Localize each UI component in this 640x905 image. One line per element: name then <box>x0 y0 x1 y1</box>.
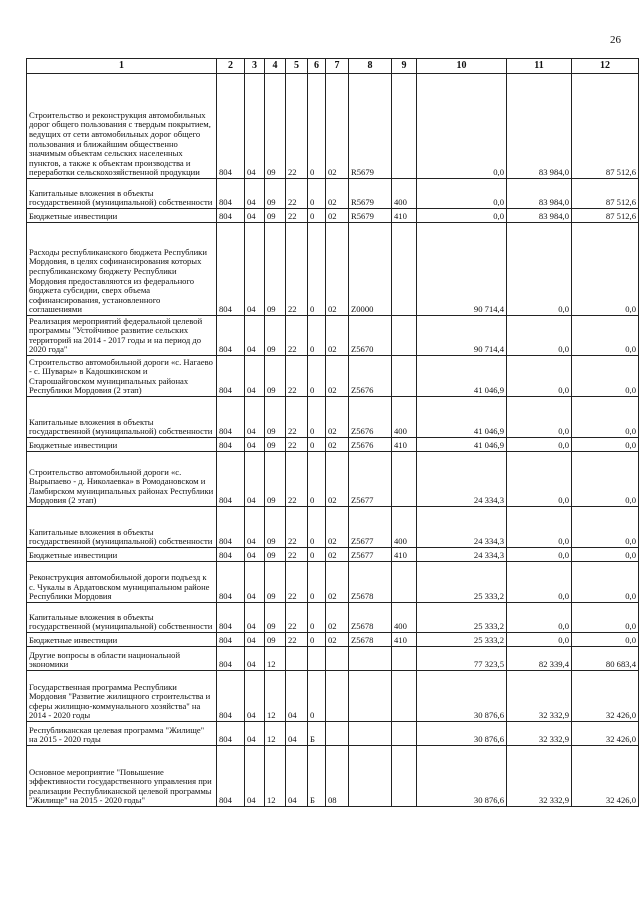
column-header-4: 4 <box>265 59 286 74</box>
row-value-cell-11: 82 339,4 <box>507 647 572 671</box>
column-header-2: 2 <box>217 59 245 74</box>
row-name-cell: Бюджетные инвестиции <box>27 548 217 562</box>
row-value-cell-7 <box>326 722 349 746</box>
row-value-cell-5: 04 <box>286 671 308 722</box>
row-value-cell-3: 04 <box>245 74 265 179</box>
row-value-cell-5: 22 <box>286 397 308 438</box>
row-value-cell-4: 09 <box>265 438 286 452</box>
column-header-7: 7 <box>326 59 349 74</box>
row-value-cell-2: 804 <box>217 397 245 438</box>
row-name-cell: Реализация мероприятий федеральной целевой программы "Устойчивое развитие сельских территорий на 2014 - 2017 годы и на период до 2020 года" <box>27 316 217 356</box>
row-value-cell-5: 22 <box>286 438 308 452</box>
row-value-cell-11: 0,0 <box>507 562 572 603</box>
row-value-cell-6: 0 <box>308 452 326 507</box>
row-value-cell-11: 0,0 <box>507 397 572 438</box>
row-value-cell-3: 04 <box>245 746 265 807</box>
row-value-cell-5: 04 <box>286 722 308 746</box>
row-value-cell-4: 12 <box>265 746 286 807</box>
row-value-cell-10: 0,0 <box>417 179 507 209</box>
table-row <box>27 746 639 807</box>
row-value-cell-2: 804 <box>217 722 245 746</box>
row-value-cell-11: 32 332,9 <box>507 722 572 746</box>
row-value-cell-6: 0 <box>308 603 326 633</box>
table-row <box>27 179 639 209</box>
row-value-cell-10: 25 333,2 <box>417 562 507 603</box>
row-value-cell-5: 22 <box>286 633 308 647</box>
row-value-cell-7: 02 <box>326 223 349 316</box>
table-row <box>27 223 639 316</box>
row-value-cell-7 <box>326 671 349 722</box>
row-value-cell-6: 0 <box>308 179 326 209</box>
row-value-cell-6 <box>308 647 326 671</box>
row-value-cell-7: 02 <box>326 603 349 633</box>
row-value-cell-5: 22 <box>286 507 308 548</box>
row-name-cell: Реконструкция автомобильной дороги подъезд к с. Чукалы в Ардатовском муниципальном районе Республики Мордовия <box>27 562 217 603</box>
row-value-cell-9 <box>392 722 417 746</box>
row-value-cell-2: 804 <box>217 603 245 633</box>
row-value-cell-2: 804 <box>217 209 245 223</box>
row-value-cell-9 <box>392 562 417 603</box>
row-name-cell: Другие вопросы в области национальной экономики <box>27 647 217 671</box>
row-value-cell-2: 804 <box>217 548 245 562</box>
column-header-11: 11 <box>507 59 572 74</box>
row-value-cell-6: 0 <box>308 562 326 603</box>
row-value-cell-8: Z5677 <box>349 548 392 562</box>
row-value-cell-6: 0 <box>308 74 326 179</box>
row-value-cell-5: 22 <box>286 223 308 316</box>
row-value-cell-11: 0,0 <box>507 223 572 316</box>
row-value-cell-8: Z5676 <box>349 438 392 452</box>
row-value-cell-3: 04 <box>245 452 265 507</box>
row-value-cell-9 <box>392 746 417 807</box>
row-value-cell-8 <box>349 671 392 722</box>
row-value-cell-12: 0,0 <box>572 356 639 397</box>
row-value-cell-4: 12 <box>265 647 286 671</box>
row-value-cell-4: 12 <box>265 671 286 722</box>
column-header-12: 12 <box>572 59 639 74</box>
row-value-cell-3: 04 <box>245 438 265 452</box>
row-value-cell-12: 0,0 <box>572 633 639 647</box>
table-row <box>27 548 639 562</box>
row-value-cell-3: 04 <box>245 562 265 603</box>
row-name-cell: Строительство и реконструкция автомобильных дорог общего пользования с твердым покрытием, ведущих от сети автомобильных дорог общего пользования и ближайшим общественно значимым объектам сельских населенных пунктов, а также к объектам производства и переработки сельскохозяйственной продукции <box>27 74 217 179</box>
row-value-cell-10: 41 046,9 <box>417 397 507 438</box>
row-value-cell-11: 83 984,0 <box>507 179 572 209</box>
row-value-cell-3: 04 <box>245 316 265 356</box>
table-header-row <box>27 59 639 74</box>
row-value-cell-5: 22 <box>286 452 308 507</box>
row-value-cell-4: 09 <box>265 74 286 179</box>
row-value-cell-7: 02 <box>326 356 349 397</box>
row-value-cell-4: 09 <box>265 452 286 507</box>
row-name-cell: Основное мероприятие "Повышение эффективности государственного управления при реализации Республиканской целевой программы "Жилище" на 2015 - 2020 годы" <box>27 746 217 807</box>
row-value-cell-11: 0,0 <box>507 603 572 633</box>
row-value-cell-10: 90 714,4 <box>417 223 507 316</box>
column-header-9: 9 <box>392 59 417 74</box>
row-value-cell-7: 02 <box>326 209 349 223</box>
row-value-cell-5: 22 <box>286 356 308 397</box>
row-value-cell-6: 0 <box>308 671 326 722</box>
row-value-cell-11: 0,0 <box>507 438 572 452</box>
row-name-cell: Расходы республиканского бюджета Республики Мордовия, в целях софинансирования которых республиканскому бюджету Республики Мордовия предоставляются из федерального бюджета субсидии, сверх объема софинансирования, установленного соглашениями <box>27 223 217 316</box>
row-name-cell: Строительство автомобильной дороги «с. Нагаево - с. Шувары» в Кадошкинском и Старошайговском муниципальных районах Республики Мордовия (2 этап) <box>27 356 217 397</box>
row-value-cell-9: 410 <box>392 209 417 223</box>
row-value-cell-8: Z0000 <box>349 223 392 316</box>
row-name-cell: Государственная программа Республики Мордовия "Развитие жилищного строительства и сферы жилищно-коммунального хозяйства" на 2014 - 2020 годы <box>27 671 217 722</box>
table-row <box>27 603 639 633</box>
row-name-cell: Республиканская целевая программа "Жилище" на 2015 - 2020 годы <box>27 722 217 746</box>
row-value-cell-7: 02 <box>326 74 349 179</box>
row-value-cell-3: 04 <box>245 507 265 548</box>
row-value-cell-10: 24 334,3 <box>417 507 507 548</box>
row-value-cell-4: 09 <box>265 633 286 647</box>
row-name-cell: Капитальные вложения в объекты государственной (муниципальной) собственности <box>27 397 217 438</box>
row-value-cell-12: 80 683,4 <box>572 647 639 671</box>
row-value-cell-7: 02 <box>326 562 349 603</box>
row-name-cell: Капитальные вложения в объекты государственной (муниципальной) собственности <box>27 179 217 209</box>
row-value-cell-3: 04 <box>245 647 265 671</box>
row-value-cell-12: 87 512,6 <box>572 209 639 223</box>
table-row <box>27 562 639 603</box>
row-value-cell-12: 0,0 <box>572 548 639 562</box>
row-value-cell-2: 804 <box>217 452 245 507</box>
row-value-cell-9: 400 <box>392 507 417 548</box>
row-value-cell-9: 410 <box>392 633 417 647</box>
row-value-cell-2: 804 <box>217 507 245 548</box>
page-number: 26 <box>610 34 621 46</box>
table-row <box>27 452 639 507</box>
row-value-cell-7: 02 <box>326 633 349 647</box>
row-value-cell-2: 804 <box>217 223 245 316</box>
row-value-cell-7: 02 <box>326 452 349 507</box>
row-value-cell-8: R5679 <box>349 74 392 179</box>
row-value-cell-10: 90 714,4 <box>417 316 507 356</box>
row-value-cell-6: 0 <box>308 356 326 397</box>
column-header-5: 5 <box>286 59 308 74</box>
table-row <box>27 722 639 746</box>
column-header-6: 6 <box>308 59 326 74</box>
row-value-cell-12: 87 512,6 <box>572 179 639 209</box>
row-value-cell-10: 0,0 <box>417 74 507 179</box>
row-value-cell-3: 04 <box>245 397 265 438</box>
row-value-cell-3: 04 <box>245 209 265 223</box>
row-value-cell-2: 804 <box>217 356 245 397</box>
row-value-cell-4: 09 <box>265 562 286 603</box>
row-value-cell-5: 22 <box>286 603 308 633</box>
row-value-cell-8: Z5676 <box>349 356 392 397</box>
row-value-cell-6: 0 <box>308 316 326 356</box>
row-value-cell-4: 09 <box>265 316 286 356</box>
row-value-cell-8: Z5678 <box>349 633 392 647</box>
row-value-cell-8: Z5678 <box>349 603 392 633</box>
row-value-cell-11: 32 332,9 <box>507 671 572 722</box>
row-value-cell-12: 0,0 <box>572 438 639 452</box>
row-value-cell-7: 02 <box>326 507 349 548</box>
row-value-cell-10: 25 333,2 <box>417 633 507 647</box>
row-value-cell-6: 0 <box>308 397 326 438</box>
table-row <box>27 74 639 179</box>
row-value-cell-9 <box>392 671 417 722</box>
row-value-cell-11: 0,0 <box>507 507 572 548</box>
row-name-cell: Бюджетные инвестиции <box>27 438 217 452</box>
row-value-cell-9: 400 <box>392 179 417 209</box>
row-value-cell-8 <box>349 647 392 671</box>
row-value-cell-10: 30 876,6 <box>417 746 507 807</box>
row-value-cell-8: Z5670 <box>349 316 392 356</box>
row-value-cell-9 <box>392 316 417 356</box>
row-value-cell-6: Б <box>308 746 326 807</box>
row-value-cell-12: 0,0 <box>572 452 639 507</box>
row-value-cell-4: 09 <box>265 179 286 209</box>
row-value-cell-2: 804 <box>217 562 245 603</box>
row-value-cell-12: 0,0 <box>572 316 639 356</box>
table-row <box>27 316 639 356</box>
row-value-cell-9 <box>392 647 417 671</box>
row-value-cell-5: 22 <box>286 209 308 223</box>
row-value-cell-2: 804 <box>217 179 245 209</box>
row-value-cell-2: 804 <box>217 633 245 647</box>
row-value-cell-4: 09 <box>265 397 286 438</box>
row-name-cell: Капитальные вложения в объекты государственной (муниципальной) собственности <box>27 507 217 548</box>
row-value-cell-12: 0,0 <box>572 603 639 633</box>
row-value-cell-4: 09 <box>265 548 286 562</box>
row-value-cell-9 <box>392 223 417 316</box>
row-value-cell-2: 804 <box>217 74 245 179</box>
row-value-cell-10: 77 323,5 <box>417 647 507 671</box>
row-value-cell-3: 04 <box>245 603 265 633</box>
row-value-cell-8: Z5678 <box>349 562 392 603</box>
row-name-cell: Бюджетные инвестиции <box>27 633 217 647</box>
column-header-3: 3 <box>245 59 265 74</box>
row-value-cell-7: 02 <box>326 179 349 209</box>
row-value-cell-6: 0 <box>308 209 326 223</box>
row-value-cell-11: 0,0 <box>507 548 572 562</box>
row-value-cell-4: 09 <box>265 209 286 223</box>
row-value-cell-4: 09 <box>265 507 286 548</box>
row-value-cell-5: 22 <box>286 316 308 356</box>
row-value-cell-8 <box>349 722 392 746</box>
row-value-cell-2: 804 <box>217 438 245 452</box>
row-value-cell-5: 22 <box>286 74 308 179</box>
row-value-cell-11: 83 984,0 <box>507 209 572 223</box>
row-value-cell-10: 0,0 <box>417 209 507 223</box>
row-value-cell-12: 0,0 <box>572 397 639 438</box>
row-value-cell-5: 22 <box>286 548 308 562</box>
row-value-cell-4: 09 <box>265 223 286 316</box>
row-value-cell-12: 32 426,0 <box>572 671 639 722</box>
row-value-cell-10: 24 334,3 <box>417 452 507 507</box>
row-value-cell-8: R5679 <box>349 179 392 209</box>
table-row <box>27 647 639 671</box>
row-value-cell-12: 0,0 <box>572 507 639 548</box>
row-value-cell-8: Z5677 <box>349 507 392 548</box>
row-value-cell-7: 02 <box>326 397 349 438</box>
row-value-cell-10: 24 334,3 <box>417 548 507 562</box>
row-value-cell-2: 804 <box>217 671 245 722</box>
row-value-cell-6: 0 <box>308 633 326 647</box>
row-value-cell-7: 02 <box>326 438 349 452</box>
row-value-cell-9 <box>392 74 417 179</box>
row-name-cell: Капитальные вложения в объекты государственной (муниципальной) собственности <box>27 603 217 633</box>
row-value-cell-8: R5679 <box>349 209 392 223</box>
row-value-cell-6: 0 <box>308 507 326 548</box>
row-value-cell-10: 41 046,9 <box>417 356 507 397</box>
row-value-cell-7 <box>326 647 349 671</box>
row-value-cell-11: 0,0 <box>507 452 572 507</box>
row-value-cell-8: Z5677 <box>349 452 392 507</box>
row-value-cell-9: 410 <box>392 438 417 452</box>
row-value-cell-6: 0 <box>308 548 326 562</box>
row-value-cell-11: 0,0 <box>507 633 572 647</box>
row-value-cell-3: 04 <box>245 548 265 562</box>
row-value-cell-11: 0,0 <box>507 316 572 356</box>
column-header-10: 10 <box>417 59 507 74</box>
table-row <box>27 438 639 452</box>
row-value-cell-9: 400 <box>392 603 417 633</box>
table-row <box>27 397 639 438</box>
row-value-cell-7: 08 <box>326 746 349 807</box>
budget-table <box>26 58 639 807</box>
row-value-cell-12: 32 426,0 <box>572 746 639 807</box>
row-value-cell-5: 22 <box>286 179 308 209</box>
row-value-cell-10: 30 876,6 <box>417 671 507 722</box>
row-value-cell-9: 410 <box>392 548 417 562</box>
row-value-cell-9 <box>392 452 417 507</box>
row-value-cell-6: 0 <box>308 438 326 452</box>
row-value-cell-5 <box>286 647 308 671</box>
row-value-cell-9: 400 <box>392 397 417 438</box>
row-value-cell-7: 02 <box>326 316 349 356</box>
row-value-cell-2: 804 <box>217 746 245 807</box>
row-value-cell-10: 41 046,9 <box>417 438 507 452</box>
row-value-cell-2: 804 <box>217 316 245 356</box>
row-value-cell-10: 25 333,2 <box>417 603 507 633</box>
row-value-cell-4: 12 <box>265 722 286 746</box>
row-value-cell-6: 0 <box>308 223 326 316</box>
row-value-cell-9 <box>392 356 417 397</box>
row-value-cell-3: 04 <box>245 722 265 746</box>
row-value-cell-7: 02 <box>326 548 349 562</box>
row-value-cell-3: 04 <box>245 633 265 647</box>
table-row <box>27 671 639 722</box>
row-value-cell-6: Б <box>308 722 326 746</box>
table-row <box>27 356 639 397</box>
row-value-cell-11: 0,0 <box>507 356 572 397</box>
row-value-cell-8: Z5676 <box>349 397 392 438</box>
row-value-cell-2: 804 <box>217 647 245 671</box>
row-value-cell-3: 04 <box>245 179 265 209</box>
row-value-cell-11: 83 984,0 <box>507 74 572 179</box>
row-value-cell-8 <box>349 746 392 807</box>
row-value-cell-3: 04 <box>245 356 265 397</box>
row-value-cell-5: 04 <box>286 746 308 807</box>
row-value-cell-3: 04 <box>245 671 265 722</box>
row-value-cell-3: 04 <box>245 223 265 316</box>
row-value-cell-10: 30 876,6 <box>417 722 507 746</box>
row-value-cell-12: 87 512,6 <box>572 74 639 179</box>
row-value-cell-12: 0,0 <box>572 223 639 316</box>
row-value-cell-12: 32 426,0 <box>572 722 639 746</box>
row-name-cell: Строительство автомобильной дороги «с. Вырыпаево - д. Николаевка» в Ромодановском и Ламбирском муниципальных районах Республики Мордовия (2 этап) <box>27 452 217 507</box>
row-value-cell-12: 0,0 <box>572 562 639 603</box>
column-header-1: 1 <box>27 59 217 74</box>
table-row <box>27 507 639 548</box>
table-row <box>27 633 639 647</box>
row-value-cell-5: 22 <box>286 562 308 603</box>
row-value-cell-4: 09 <box>265 356 286 397</box>
row-value-cell-11: 32 332,9 <box>507 746 572 807</box>
row-value-cell-4: 09 <box>265 603 286 633</box>
table-row <box>27 209 639 223</box>
column-header-8: 8 <box>349 59 392 74</box>
row-name-cell: Бюджетные инвестиции <box>27 209 217 223</box>
